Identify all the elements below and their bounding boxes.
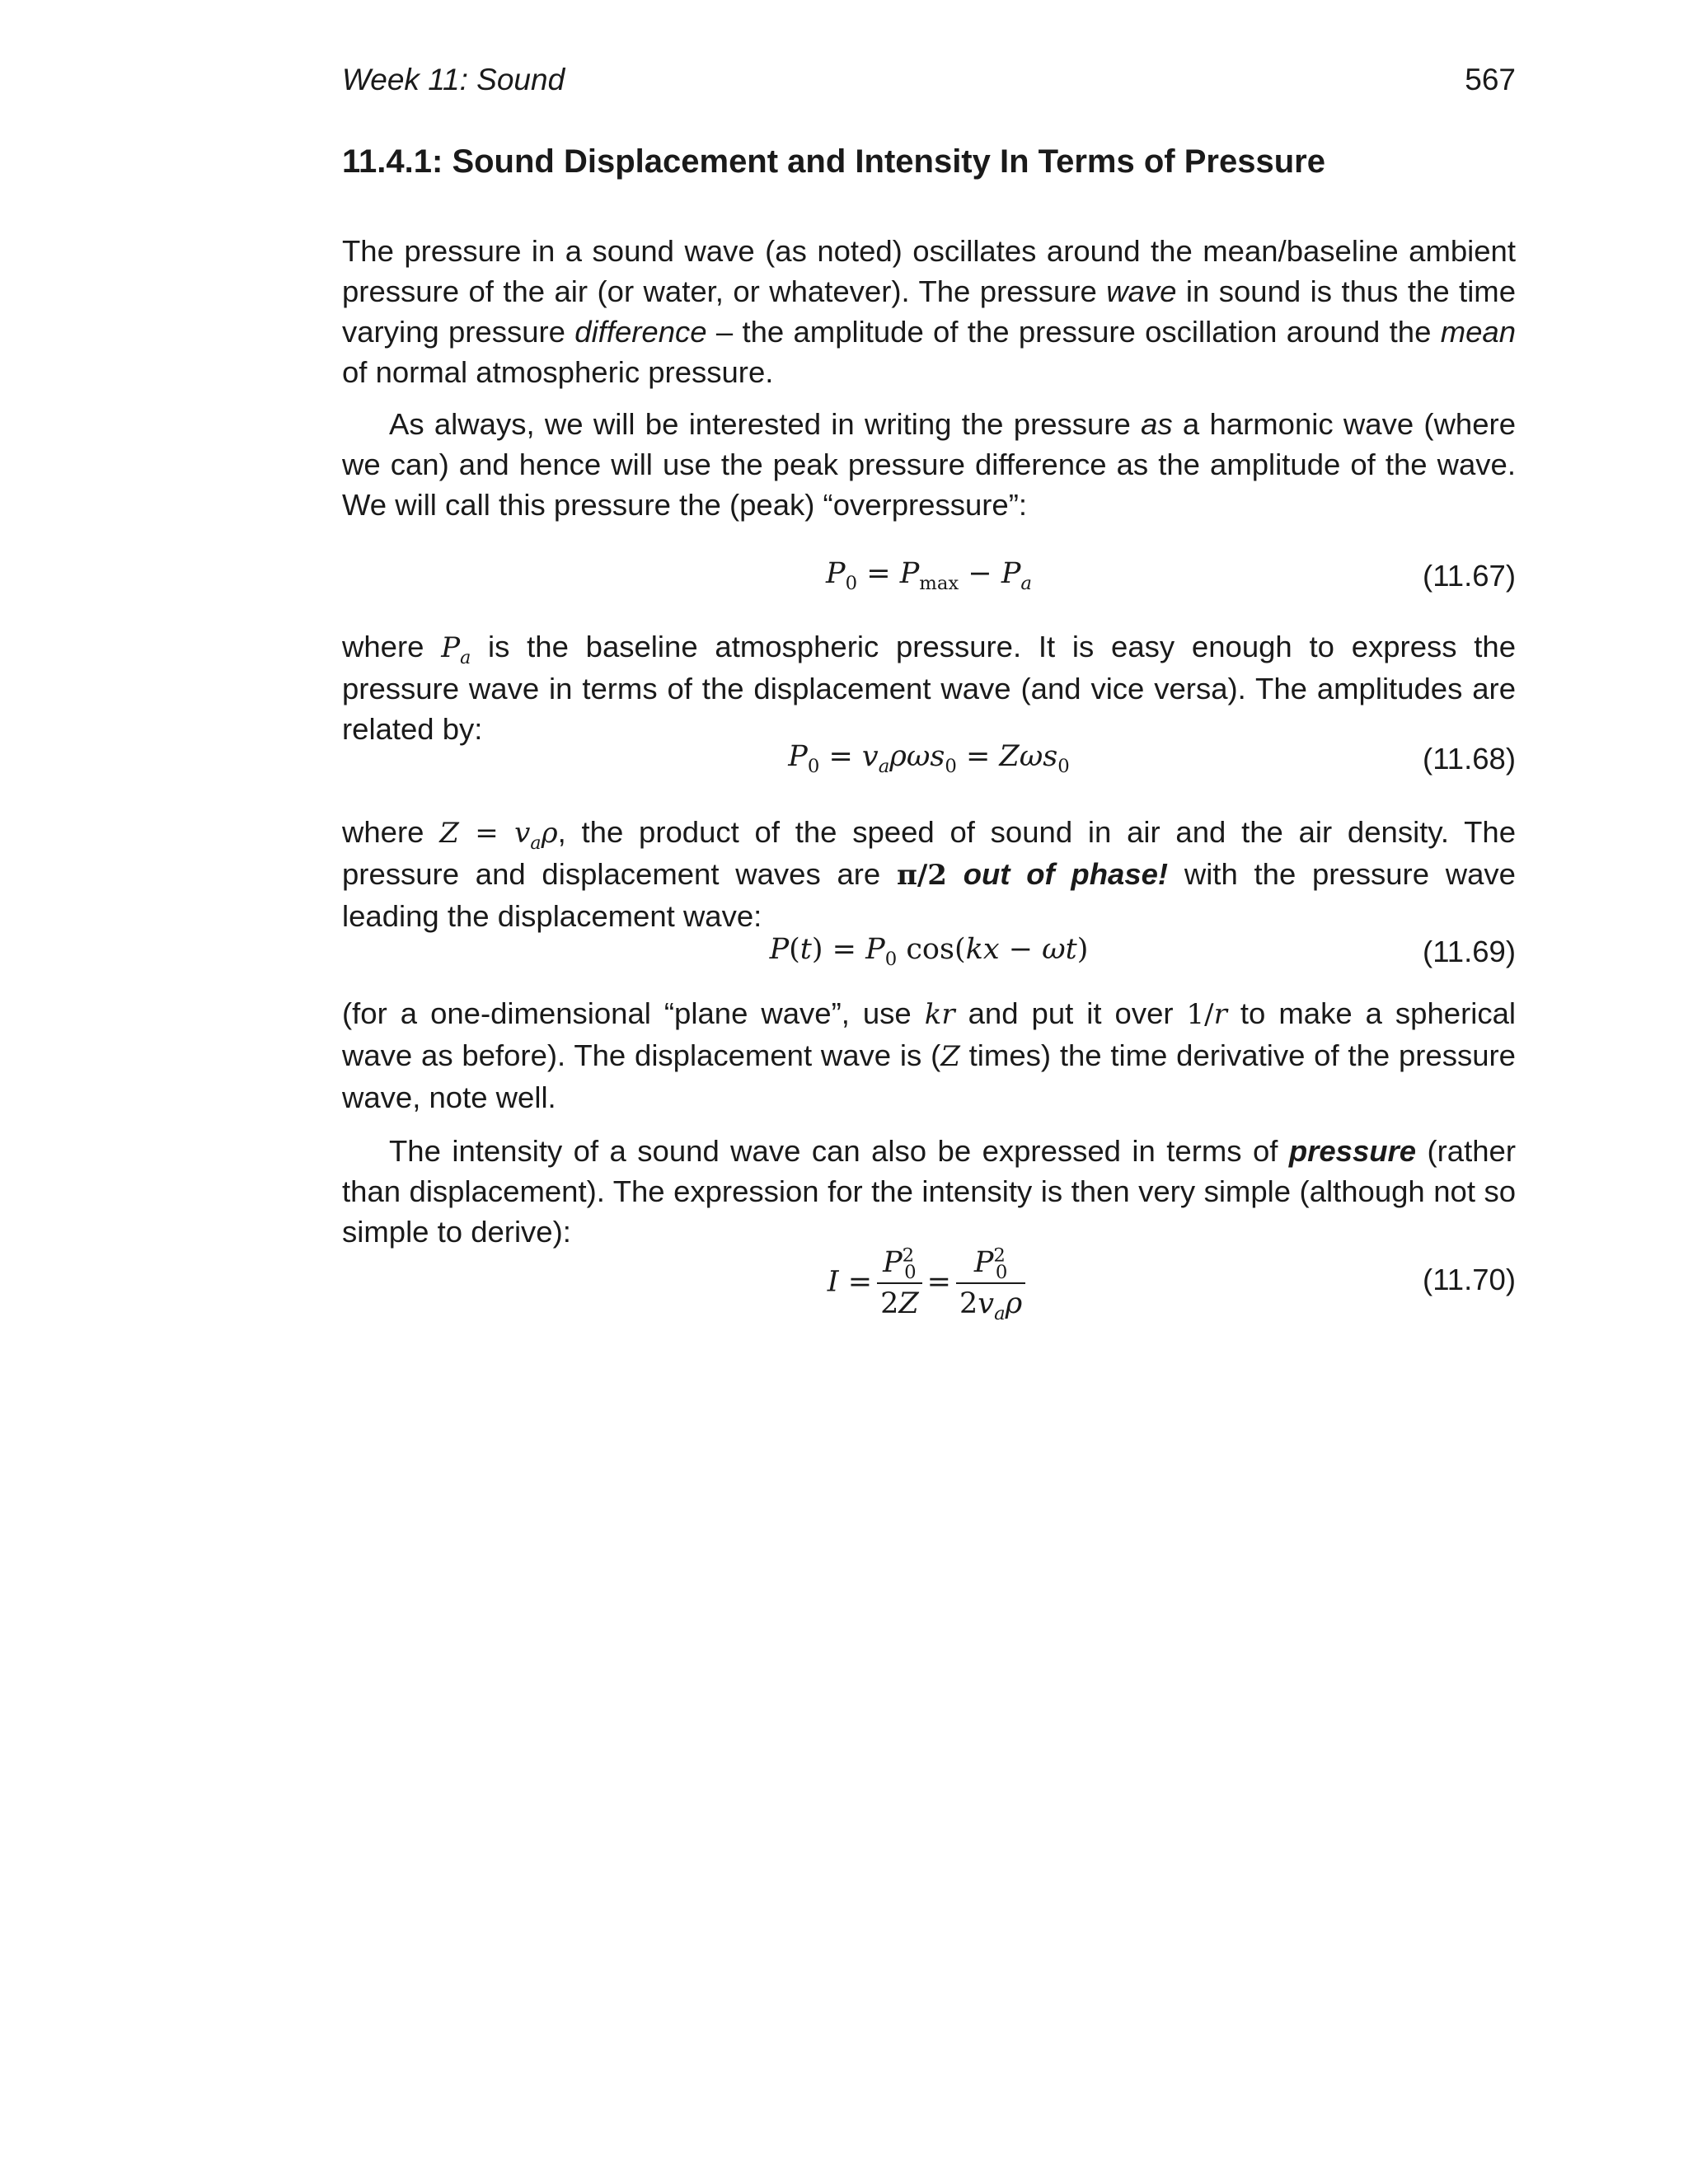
equation-number: (11.69): [1423, 935, 1516, 968]
paragraph-3: where $P_a$ is the baseline atmospheric pressure. It is easy enough to express the pressure wave in terms of the displacement wave (and vice versa). The amplitudes are related by:: [342, 630, 1516, 746]
equation-formula: I = $\frac{P^2_0}{2Z}$ = $\frac{P^2_0}{2v_a\rho}$: [342, 1243, 1516, 1324]
page-number: 567: [1465, 63, 1516, 96]
paragraph-2: As always, we will be interested in writing the pressure as a harmonic wave (where we can) and hence will use the peak pressure difference as the amplitude of the wave. We will call this pressure the (peak) “overpressure”:: [342, 407, 1516, 522]
equation-formula: $P_0 = P_{max} - P_a$: [826, 557, 1032, 594]
equation-formula: $P_0 = v_a\rho\omega s_0 = Z\omega s_0$: [788, 740, 1070, 777]
paragraph-5: (for a one-dimensional “plane wave”, use kr and put it over 1/r to make a spherical wave as before). The displacement wave is (Z times) the time derivative of the pressure wave, note well.: [342, 996, 1516, 1114]
paragraph-4: where $Z = v_a\rho$, the product of the speed of sound in air and the air density. The pressure and displacement waves are π/2 out of phase! with the pressure wave leading the displacement wave:: [342, 815, 1516, 933]
equation-11-68: [342, 735, 1516, 785]
section-title: 11.4.1: Sound Displacement and Intensity In Terms of Pressure: [342, 143, 1325, 180]
equation-11-69: [342, 928, 1516, 977]
paragraph-6: The intensity of a sound wave can also be expressed in terms of pressure (rather than displacement). The expression for the intensity is then very simple (although not so simple to derive):: [342, 1134, 1516, 1249]
equation-number: (11.67): [1423, 559, 1516, 593]
equation-11-67: [342, 552, 1516, 602]
equation-11-70: [342, 1243, 1516, 1333]
paragraph-1: The pressure in a sound wave (as noted) oscillates around the mean/baseline ambient pressure of the air (or water, or whatever). The pressure wave in sound is thus the time varying pressure difference – the amplitude of the pressure oscillation around the mean of normal atmospheric pressure.: [342, 234, 1517, 389]
equation-number: (11.70): [1423, 1263, 1516, 1296]
equation-number: (11.68): [1423, 742, 1516, 776]
chapter-header: Week 11: Sound: [342, 63, 565, 96]
running-header: [342, 63, 1516, 104]
equation-formula: $P(t) = P_0$ cos(kx − ωt): [769, 933, 1089, 970]
